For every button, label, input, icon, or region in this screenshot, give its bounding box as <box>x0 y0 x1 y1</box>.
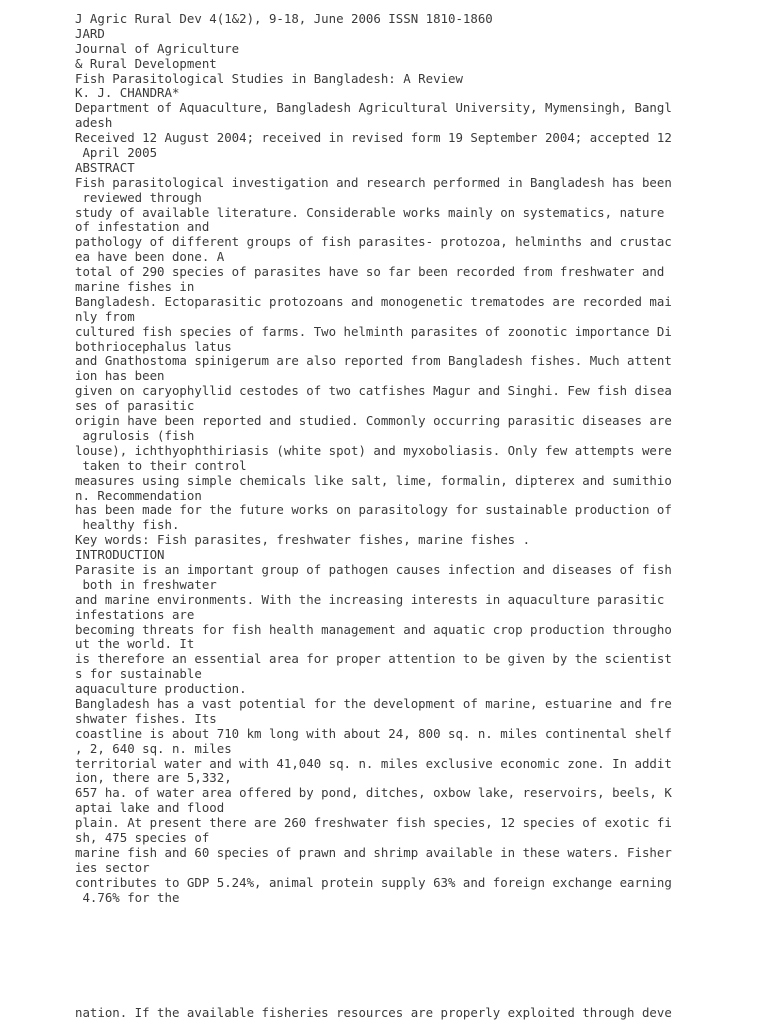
page-continuation <box>75 1006 675 1021</box>
introduction-line: marine fish and 60 species of prawn and shrimp available in these waters. Fisher <box>75 845 672 860</box>
journal-name-line-2: & Rural Development <box>75 56 217 71</box>
abstract-line: study of available literature. Considerable works mainly on systematics, nature <box>75 205 665 220</box>
affiliation-line-2: adesh <box>75 116 113 131</box>
introduction-heading: INTRODUCTION <box>75 548 165 563</box>
abstract-line: pathology of different groups of fish parasites- protozoa, helminths and crustac <box>75 235 672 250</box>
document-page <box>75 12 675 905</box>
introduction-line: and marine environments. With the increasing interests in aquaculture parasitic <box>75 592 665 607</box>
abstract-line: total of 290 species of parasites have so far been recorded from freshwater and <box>75 265 665 280</box>
introduction-line: plain. At present there are 260 freshwater fish species, 12 species of exotic fi <box>75 816 672 831</box>
introduction-line: 4.76% for the <box>75 890 180 905</box>
abstract-line: reviewed through <box>75 190 202 205</box>
abstract-line: n. Recommendation <box>75 488 202 503</box>
abstract-line: has been made for the future works on parasitology for sustainable production of <box>75 503 672 518</box>
abstract-line: agrulosis (fish <box>75 428 195 443</box>
abstract-line: measures using simple chemicals like salt, lime, formalin, dipterex and sumithio <box>75 473 672 488</box>
introduction-body <box>75 563 675 905</box>
abstract-line: taken to their control <box>75 458 247 473</box>
introduction-line: aptai lake and flood <box>75 801 225 816</box>
journal-acronym: JARD <box>75 26 105 41</box>
introduction-line: is therefore an essential area for proper attention to be given by the scientist <box>75 652 672 667</box>
abstract-line: given on caryophyllid cestodes of two catfishes Magur and Singhi. Few fish disea <box>75 384 672 399</box>
abstract-line: ion has been <box>75 369 165 384</box>
introduction-line: 657 ha. of water area offered by pond, ditches, oxbow lake, reservoirs, beels, K <box>75 786 672 801</box>
introduction-line: contributes to GDP 5.24%, animal protein supply 63% and foreign exchange earning <box>75 875 672 890</box>
dates-line-2: April 2005 <box>75 146 158 161</box>
dates-line-1: Received 12 August 2004; received in revised form 19 September 2004; accepted 12 <box>75 131 672 146</box>
introduction-line: shwater fishes. Its <box>75 711 217 726</box>
abstract-line: marine fishes in <box>75 280 195 295</box>
abstract-line: of infestation and <box>75 220 210 235</box>
article-title: Fish Parasitological Studies in Bangladesh: A Review <box>75 71 463 86</box>
introduction-line: territorial water and with 41,040 sq. n. miles exclusive economic zone. In addit <box>75 756 672 771</box>
introduction-line: Bangladesh has a vast potential for the development of marine, estuarine and fre <box>75 696 672 711</box>
abstract-line: Fish parasitological investigation and research performed in Bangladesh has been <box>75 175 672 190</box>
introduction-line: ion, there are 5,332, <box>75 771 232 786</box>
introduction-line: ies sector <box>75 860 150 875</box>
citation-line: J Agric Rural Dev 4(1&2), 9-18, June 2006 ISSN 1810-1860 <box>75 12 493 26</box>
abstract-line: cultured fish species of farms. Two helminth parasites of zoonotic importance Di <box>75 324 672 339</box>
abstract-line: and Gnathostoma spinigerum are also reported from Bangladesh fishes. Much attent <box>75 354 672 369</box>
affiliation-line-1: Department of Aquaculture, Bangladesh Agricultural University, Mymensingh, Bangl <box>75 101 672 116</box>
introduction-line: coastline is about 710 km long with about 24, 800 sq. n. miles continental shelf <box>75 726 672 741</box>
introduction-line: infestations are <box>75 607 195 622</box>
introduction-line: both in freshwater <box>75 577 217 592</box>
abstract-line: origin have been reported and studied. Commonly occurring parasitic diseases are <box>75 414 672 429</box>
abstract-heading: ABSTRACT <box>75 160 135 175</box>
continuation-line: nation. If the available fisheries resources are properly exploited through deve <box>75 1006 672 1020</box>
introduction-line: Parasite is an important group of pathogen causes infection and diseases of fish <box>75 562 672 577</box>
introduction-line: , 2, 640 sq. n. miles <box>75 741 232 756</box>
introduction-line: sh, 475 species of <box>75 830 210 845</box>
article-author: K. J. CHANDRA* <box>75 86 180 101</box>
introduction-line: ut the world. It <box>75 637 195 652</box>
abstract-line: louse), ichthyophthiriasis (white spot) and myxoboliasis. Only few attempts were <box>75 443 672 458</box>
abstract-line: ses of parasitic <box>75 399 195 414</box>
introduction-line: becoming threats for fish health management and aquatic crop production througho <box>75 622 672 637</box>
journal-name-line-1: Journal of Agriculture <box>75 41 240 56</box>
abstract-line: healthy fish. <box>75 518 180 533</box>
introduction-line: s for sustainable <box>75 667 202 682</box>
abstract-body <box>75 176 675 533</box>
keywords-line: Key words: Fish parasites, freshwater fishes, marine fishes . <box>75 533 531 548</box>
abstract-line: bothriocephalus latus <box>75 339 232 354</box>
abstract-line: ea have been done. A <box>75 250 225 265</box>
abstract-line: nly from <box>75 309 135 324</box>
abstract-line: Bangladesh. Ectoparasitic protozoans and monogenetic trematodes are recorded mai <box>75 294 672 309</box>
introduction-line: aquaculture production. <box>75 682 247 697</box>
